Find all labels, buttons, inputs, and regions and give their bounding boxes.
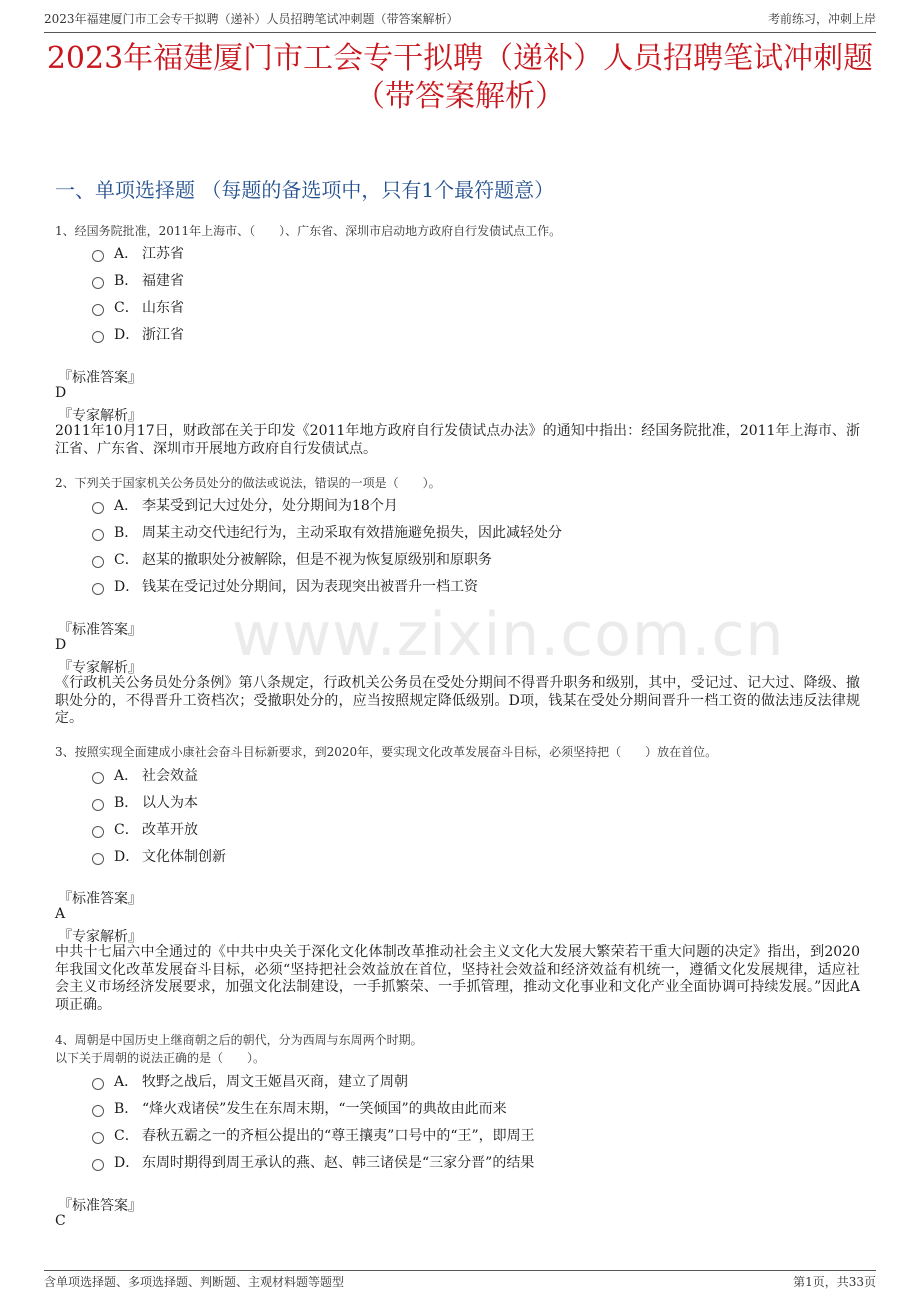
- question-1-option-c[interactable]: [92, 297, 184, 317]
- radio-icon[interactable]: [92, 1078, 104, 1090]
- question-4-option-c[interactable]: [92, 1125, 535, 1145]
- doc-title-line1: 2023年福建厦门市工会专干拟聘（递补）人员招聘笔试冲刺题: [46, 41, 874, 76]
- option-text: 福建省: [142, 273, 184, 289]
- radio-icon[interactable]: [92, 502, 104, 514]
- question-4-answer: C: [55, 1213, 66, 1229]
- question-4-text: 4、周朝是中国历史上继商朝之后的朝代，分为西周与东周两个时期。: [55, 1033, 423, 1047]
- option-text: 周某主动交代违纪行为，主动采取有效措施避免损失，因此减轻处分: [142, 525, 562, 541]
- option-text: 改革开放: [142, 822, 198, 838]
- doc-title: [40, 40, 880, 116]
- question-2-answer: D: [55, 637, 67, 653]
- radio-icon[interactable]: [92, 529, 104, 541]
- option-letter: D．: [114, 579, 140, 595]
- option-letter: A．: [114, 768, 139, 784]
- analysis-label: 『专家解析』: [58, 660, 142, 676]
- question-1-answer: D: [55, 385, 67, 401]
- option-text: 钱某在受记过处分期间，因为表现突出被晋升一档工资: [142, 579, 478, 595]
- radio-icon[interactable]: [92, 304, 104, 316]
- radio-icon[interactable]: [92, 1132, 104, 1144]
- header-left-text: 2023年福建厦门市工会专干拟聘（递补）人员招聘笔试冲刺题（带答案解析）: [44, 12, 459, 26]
- question-4-option-d[interactable]: [92, 1152, 534, 1172]
- question-4-text-line2: 以下关于周朝的说法正确的是（ ）。: [55, 1051, 266, 1065]
- page-header: [44, 10, 876, 33]
- option-text: 东周时期得到周王承认的燕、赵、韩三诸侯是“三家分晋”的结果: [142, 1155, 535, 1171]
- question-3-option-a[interactable]: [92, 765, 198, 785]
- footer-left-text: 含单项选择题、多项选择题、判断题、主观材料题等题型: [44, 1275, 345, 1289]
- radio-icon[interactable]: [92, 583, 104, 595]
- option-letter: A．: [114, 1074, 139, 1090]
- option-text: 牧野之战后，周文王姬昌灭商，建立了周朝: [142, 1074, 408, 1090]
- question-2-option-d[interactable]: [92, 576, 478, 596]
- question-2-option-b[interactable]: [92, 522, 562, 542]
- option-letter: A．: [114, 246, 139, 262]
- radio-icon[interactable]: [92, 826, 104, 838]
- doc-title-line2: （带答案解析）: [355, 79, 565, 114]
- option-letter: A．: [114, 498, 139, 514]
- question-3-option-b[interactable]: [92, 792, 198, 812]
- section-title: 一、单项选择题 （每题的备选项中，只有1个最符题意）: [55, 178, 555, 202]
- header-right-text: 考前练习，冲刺上岸: [767, 12, 876, 26]
- question-1-option-a[interactable]: [92, 243, 184, 263]
- radio-icon[interactable]: [92, 799, 104, 811]
- option-letter: C．: [114, 822, 139, 838]
- question-3-text: 3、按照实现全面建成小康社会奋斗目标新要求，到2020年，要实现文化改革发展奋斗目标，必须坚持把（ ）放在首位。: [55, 745, 718, 759]
- analysis-label: 『专家解析』: [58, 929, 142, 945]
- option-letter: B．: [114, 273, 139, 289]
- question-3-answer: A: [55, 906, 66, 922]
- option-text: 李某受到记大过处分，处分期间为18个月: [142, 498, 398, 514]
- radio-icon[interactable]: [92, 1105, 104, 1117]
- option-text: 文化体制创新: [142, 849, 226, 865]
- question-3-analysis: 中共十七届六中全通过的《中共中央关于深化文化体制改革推动社会主义文化大发展大繁荣若干重大问题的决定》指出，到2020年我国文化改革发展奋斗目标，必须“坚持把社会效益放在首位，坚持社会效益和经济效益有机统一，遵循文化发展规律，适应社会主义市场经济发展要求，加强文化法制建设，一手抓繁荣、一手抓管理，推动文化事业和文化产业全面协调可持续发展。”因此A项正确。: [55, 944, 860, 1013]
- option-letter: B．: [114, 795, 139, 811]
- option-text: “烽火戏诸侯”发生在东周末期，“一笑倾国”的典故由此而来: [142, 1101, 507, 1117]
- option-letter: D．: [114, 849, 140, 865]
- option-letter: B．: [114, 1101, 139, 1117]
- page-footer: [44, 1270, 876, 1293]
- question-4-option-b[interactable]: [92, 1098, 507, 1118]
- option-text: 浙江省: [142, 327, 184, 343]
- question-1-option-b[interactable]: [92, 270, 184, 290]
- radio-icon[interactable]: [92, 853, 104, 865]
- question-2-analysis: 《行政机关公务员处分条例》第八条规定，行政机关公务员在受处分期间不得晋升职务和级别，其中，受记过、记大过、降级、撤职处分的，不得晋升工资档次；受撤职处分的，应当按照规定降低级别。D项，钱某在受处分期间晋升一档工资的做法违反法律规定。: [55, 675, 860, 726]
- option-text: 山东省: [142, 300, 184, 316]
- option-letter: B．: [114, 525, 139, 541]
- question-2-option-a[interactable]: [92, 495, 398, 515]
- option-text: 以人为本: [142, 795, 198, 811]
- option-text: 春秋五霸之一的齐桓公提出的“尊王攘夷”口号中的“王”，即周王: [142, 1128, 535, 1144]
- answer-label: 『标准答案』: [58, 891, 142, 907]
- radio-icon[interactable]: [92, 1159, 104, 1171]
- question-1-option-d[interactable]: [92, 324, 184, 344]
- watermark: www.zixin.com.cn: [232, 600, 785, 670]
- option-text: 赵某的撤职处分被解除，但是不视为恢复原级别和原职务: [142, 552, 492, 568]
- answer-label: 『标准答案』: [58, 1198, 142, 1214]
- question-1-analysis: 2011年10月17日，财政部在关于印发《2011年地方政府自行发债试点办法》的通知中指出：经国务院批准，2011年上海市、浙江省、广东省、深圳市开展地方政府自行发债试点。: [55, 423, 860, 457]
- question-2-text: 2、下列关于国家机关公务员处分的做法或说法，错误的一项是（ ）。: [55, 476, 441, 490]
- option-letter: C．: [114, 300, 139, 316]
- radio-icon[interactable]: [92, 277, 104, 289]
- radio-icon[interactable]: [92, 556, 104, 568]
- question-3-option-d[interactable]: [92, 846, 226, 866]
- option-letter: D．: [114, 1155, 140, 1171]
- answer-label: 『标准答案』: [58, 370, 142, 386]
- option-text: 江苏省: [142, 246, 184, 262]
- option-letter: C．: [114, 1128, 139, 1144]
- option-letter: C．: [114, 552, 139, 568]
- analysis-label: 『专家解析』: [58, 408, 142, 424]
- question-2-option-c[interactable]: [92, 549, 492, 569]
- option-letter: D．: [114, 327, 140, 343]
- answer-label: 『标准答案』: [58, 622, 142, 638]
- page-number: 第1页，共33页: [793, 1275, 876, 1289]
- radio-icon[interactable]: [92, 331, 104, 343]
- question-1-text: 1、经国务院批准，2011年上海市、（ ）、广东省、深圳市启动地方政府自行发债试点工作。: [55, 224, 562, 238]
- radio-icon[interactable]: [92, 772, 104, 784]
- option-text: 社会效益: [142, 768, 198, 784]
- question-3-option-c[interactable]: [92, 819, 198, 839]
- question-4-option-a[interactable]: [92, 1071, 408, 1091]
- radio-icon[interactable]: [92, 250, 104, 262]
